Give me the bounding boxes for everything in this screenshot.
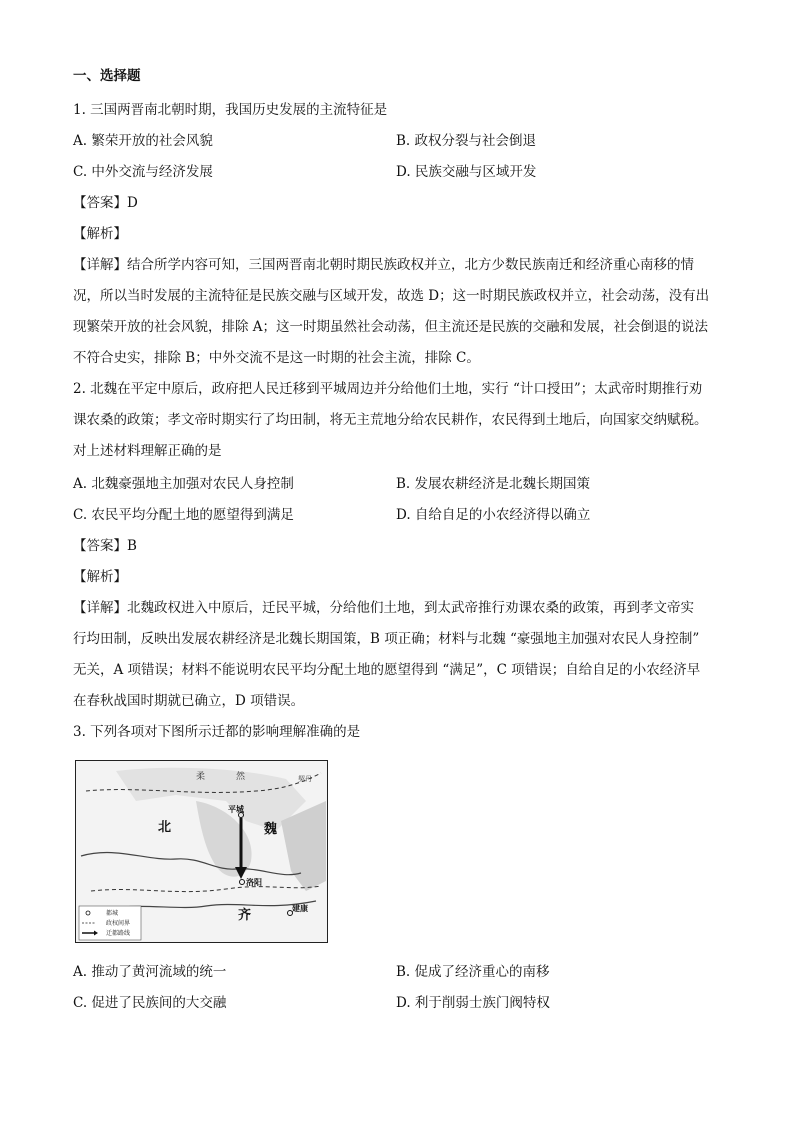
city-label-luoyang: 洛阳	[246, 878, 262, 887]
map-label-top-right: 契丹	[298, 775, 312, 783]
relocation-map	[75, 760, 328, 943]
map-label-wei: 魏	[264, 822, 278, 837]
question-1-option-d[interactable]: D. 民族交融与区域开发	[396, 164, 537, 180]
city-label-pingcheng: 平城	[228, 805, 244, 814]
question-2-stem-line: 2. 北魏在平定中原后，政府把人民迁移到平城周边并分给他们土地，实行 “计口授田”；太武帝时期推行劝	[73, 381, 703, 397]
question-1-option-a[interactable]: A. 繁荣开放的社会风貌	[73, 133, 213, 149]
question-2-option-b[interactable]: B. 发展农耕经济是北魏长期国策	[396, 476, 591, 492]
question-1-option-b[interactable]: B. 政权分裂与社会倒退	[396, 133, 537, 149]
legend-route-label: 迁都路线	[106, 930, 131, 937]
question-2-detail-line: 【详解】北魏政权进入中原后，迁民平城，分给他们土地，到太武帝推行劝课农桑的政策，再到孝文帝实	[73, 600, 694, 616]
map-label-bei: 北	[158, 820, 172, 835]
legend-border-label: 政权间界	[106, 920, 131, 927]
question-2-analysis-label: 【解析】	[73, 569, 127, 585]
question-3-stem: 3. 下列各项对下图所示迁都的影响理解准确的是	[73, 724, 361, 740]
section-heading: 一、选择题	[73, 68, 141, 84]
question-2-detail-line: 在春秋战国时期就已确立，D 项错误。	[73, 693, 305, 709]
question-1-detail-line: 不符合史实，排除 B；中外交流不是这一时期的社会主流，排除 C。	[73, 350, 480, 366]
map-label-rouran-2: 然	[236, 772, 246, 782]
question-1-analysis-label: 【解析】	[73, 226, 127, 242]
question-3-option-a[interactable]: A. 推动了黄河流域的统一	[73, 964, 227, 980]
question-2-option-a[interactable]: A. 北魏豪强地主加强对农民人身控制	[73, 476, 294, 492]
question-3-option-c[interactable]: C. 促进了民族间的大交融	[73, 995, 227, 1011]
legend-capital-label: 都城	[106, 910, 119, 917]
question-1-detail-line: 【详解】结合所学内容可知，三国两晋南北朝时期民族政权并立，北方少数民族南迁和经济重心南移的情	[73, 257, 694, 273]
question-1-detail-line: 况，所以当时发展的主流特征是民族交融与区域开发，故选 D；这一时期民族政权并立，社会动荡，没有出	[73, 288, 710, 304]
question-2-stem-line: 对上述材料理解正确的是	[73, 443, 222, 459]
question-1-option-c[interactable]: C. 中外交流与经济发展	[73, 164, 213, 180]
city-label-jiankang: 建康	[292, 904, 308, 913]
question-2-detail-line: 无关，A 项错误；材料不能说明农民平均分配土地的愿望得到 “满足”，C 项错误；自给自足的小农经济早	[73, 662, 701, 678]
map-label-rouran-1: 柔	[196, 772, 206, 782]
map-label-qi: 齐	[238, 908, 252, 923]
question-1-answer: 【答案】D	[73, 195, 138, 211]
question-1-detail-line: 现繁荣开放的社会风貌，排除 A；这一时期虽然社会动荡，但主流还是民族的交融和发展，社会倒退的说法	[73, 319, 709, 335]
question-2-stem-line: 课农桑的政策；孝文帝时期实行了均田制，将无主荒地分给农民耕作，农民得到土地后，向国家交纳赋税。	[73, 412, 708, 428]
question-3-option-d[interactable]: D. 利于削弱士族门阀特权	[396, 995, 550, 1011]
question-2-option-d[interactable]: D. 自给自足的小农经济得以确立	[396, 507, 591, 523]
question-1-stem: 1. 三国两晋南北朝时期，我国历史发展的主流特征是	[73, 102, 388, 118]
question-2-option-c[interactable]: C. 农民平均分配土地的愿望得到满足	[73, 507, 294, 523]
question-2-detail-line: 行均田制，反映出发展农耕经济是北魏长期国策，B 项正确；材料与北魏 “豪强地主加强对农民人身控制”	[73, 631, 700, 647]
question-3-option-b[interactable]: B. 促成了经济重心的南移	[396, 964, 550, 980]
question-2-answer: 【答案】B	[73, 538, 137, 554]
